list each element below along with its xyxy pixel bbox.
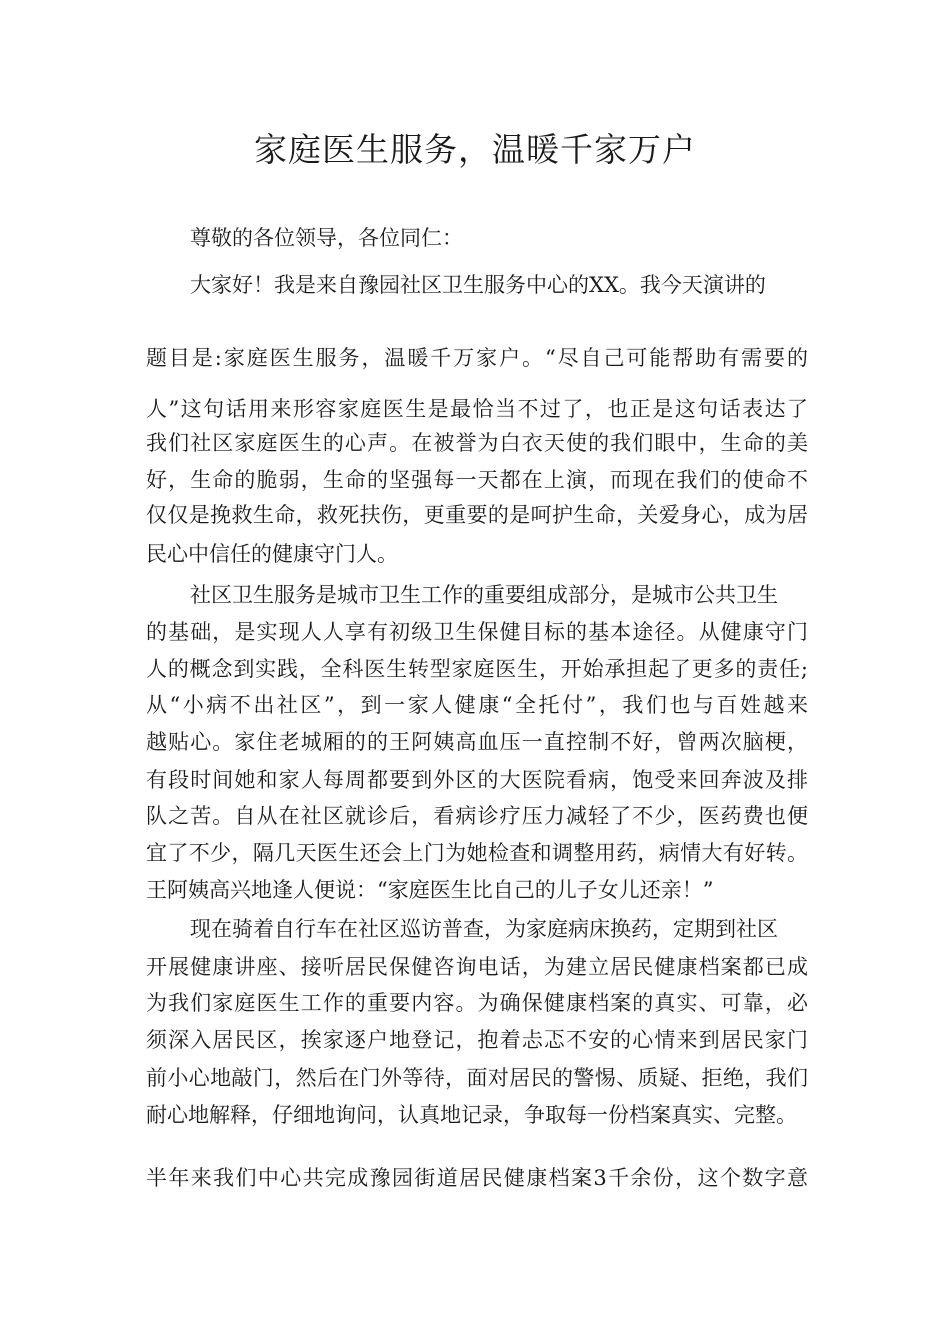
- paragraph-line: 为我们家庭医生工作的重要内容。为确保健康档案的真实、可靠，必: [146, 991, 808, 1015]
- paragraph-line: 的基础，是实现人人享有初级卫生保健目标的基本途径。从健康守门: [146, 620, 808, 644]
- paragraph-line: 题目是:家庭医生服务，温暖千万家户。“尽自己可能帮助有需要的: [146, 346, 808, 370]
- paragraph-line: 人”这句话用来形容家庭医生是最恰当不过了，也正是这句话表达了: [146, 397, 808, 421]
- paragraph-line: 民心中信任的健康守门人。: [146, 542, 398, 566]
- paragraph-line: 宜了不少，隔几天医生还会上门为她检查和调整用药，病情大有好转。: [146, 841, 808, 865]
- paragraph-line: 越贴心。家住老城厢的的王阿姨高血压一直控制不好，曾两次脑梗，: [146, 730, 808, 754]
- paragraph-line: 须深入居民区，挨家逐户地登记，抱着忐忑不安的心情来到居民家门: [146, 1028, 808, 1052]
- document-title: 家庭医生服务，温暖千家万户: [254, 130, 696, 169]
- paragraph-line: 大家好！我是来自豫园社区卫生服务中心的XX。我今天演讲的: [190, 273, 766, 297]
- paragraph-line: 半年来我们中心共完成豫园街道居民健康档案3千余份，这个数字意: [146, 1166, 808, 1190]
- paragraph-line: 队之苦。自从在社区就诊后，看病诊疗压力减轻了不少，医药费也便: [146, 804, 808, 828]
- paragraph-line: 社区卫生服务是城市卫生工作的重要组成部分，是城市公共卫生: [190, 583, 778, 607]
- paragraph-line: 好，生命的脆弱，生命的坚强每一天都在上演，而现在我们的使命不: [146, 468, 808, 492]
- paragraph-line: 耐心地解释，仔细地询问，认真地记录，争取每一份档案真实、完整。: [146, 1103, 797, 1127]
- salutation: 尊敬的各位领导，各位同仁：: [190, 226, 463, 250]
- paragraph-line: 前小心地敲门，然后在门外等待，面对居民的警惕、质疑、拒绝，我们: [146, 1066, 808, 1090]
- paragraph-line: 现在骑着自行车在社区巡访普查，为家庭病床换药，定期到社区: [190, 917, 778, 941]
- paragraph-line: 开展健康讲座、接听居民保健咨询电话，为建立居民健康档案都已成: [146, 955, 808, 979]
- paragraph-line: 我们社区家庭医生的心声。在被誉为白衣天使的我们眼中，生命的美: [146, 431, 808, 455]
- paragraph-line: 从“小病不出社区”，到一家人健康“全托付”，我们也与百姓越来: [146, 693, 808, 717]
- paragraph-line: 王阿姨高兴地逢人便说：“家庭医生比自己的儿子女儿还亲！”: [146, 878, 714, 902]
- paragraph-line: 有段时间她和家人每周都要到外区的大医院看病，饱受来回奔波及排: [146, 768, 808, 792]
- paragraph-line: 仅仅是挽救生命，救死扶伤，更重要的是呵护生命，关爱身心，成为居: [146, 503, 808, 527]
- paragraph-line: 人的概念到实践，全科医生转型家庭医生，开始承担起了更多的责任;: [146, 657, 808, 681]
